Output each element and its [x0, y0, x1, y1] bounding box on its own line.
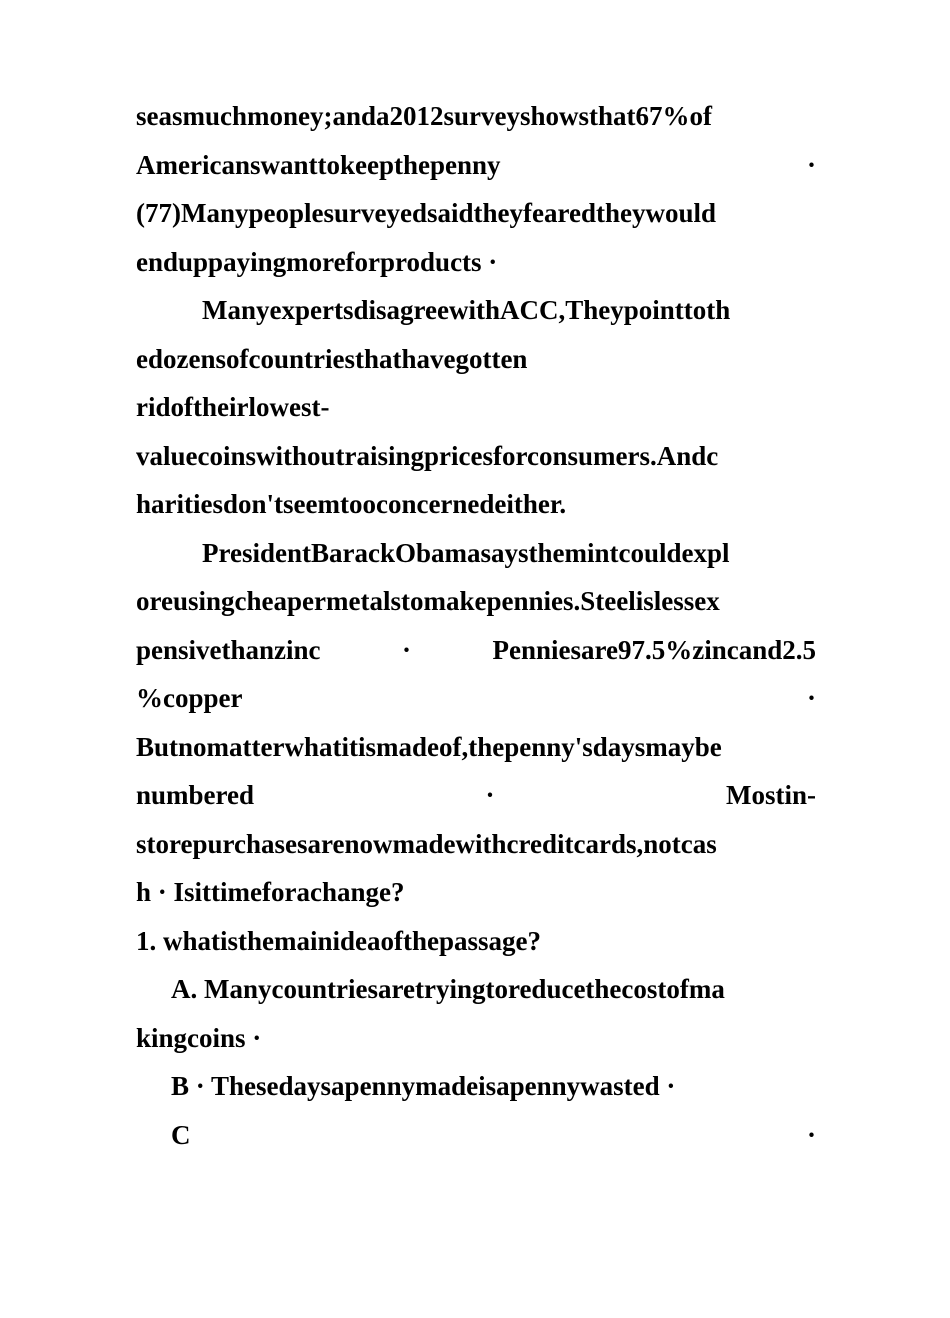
- text-segment: haritiesdon'tseemtooconcernedeither.: [136, 489, 567, 519]
- text-segment: ·: [402, 634, 412, 665]
- option-line: [136, 1111, 816, 1160]
- text-line: [136, 868, 816, 917]
- text-line: [136, 189, 816, 238]
- text-segment: enduppayingmoreforproducts ·: [136, 246, 498, 277]
- text-segment: ridoftheirlowest-: [136, 392, 330, 422]
- text-line: [136, 92, 816, 141]
- text-line: [136, 432, 816, 481]
- text-segment: numbered: [136, 780, 255, 810]
- text-line: [136, 335, 816, 384]
- text-segment: PresidentBarackObamasaysthemintcouldexpl: [202, 537, 730, 568]
- text-segment: ·: [806, 683, 816, 713]
- text-line: [136, 238, 816, 287]
- text-segment: edozensofcountriesthathavegotten: [136, 343, 528, 374]
- text-segment: h · Isittimeforachange?: [136, 877, 405, 907]
- text-line: [136, 723, 816, 772]
- text-line: [136, 577, 816, 626]
- text-segment: Mostin-: [725, 780, 816, 810]
- text-line: [136, 529, 816, 578]
- text-line: [136, 286, 816, 335]
- text-segment: Penniesare97.5%zincand2.5: [492, 634, 816, 665]
- text-segment: ManyexpertsdisagreewithACC,Theypointtoth: [202, 295, 731, 325]
- text-line: [136, 771, 816, 820]
- text-line: [136, 383, 816, 432]
- text-segment: Butnomatterwhatitismadeof,thepenny'sdaysmaybe: [136, 731, 722, 762]
- question-text: 1. whatisthemainideaofthepassage?: [136, 925, 542, 956]
- option-line: [136, 965, 816, 1014]
- text-line: [136, 820, 816, 869]
- passage-text: [136, 92, 816, 1159]
- option-a-text-cont: kingcoins ·: [136, 1022, 262, 1053]
- text-segment: Americanswanttokeepthepenny: [136, 149, 501, 180]
- text-segment: pensivethanzinc: [136, 634, 321, 665]
- question-line: [136, 917, 816, 966]
- text-segment: seasmuchmoney;anda2012surveyshowsthat67%of: [136, 101, 713, 131]
- text-segment: %copper: [136, 683, 243, 713]
- text-segment: ·: [485, 780, 495, 810]
- text-segment: storepurchasesarenowmadewithcreditcards,notcas: [136, 828, 717, 859]
- option-line: [136, 1014, 816, 1063]
- text-line: [136, 480, 816, 529]
- option-line: [136, 1062, 816, 1111]
- text-segment: valuecoinswithoutraisingpricesforconsumers.Andc: [136, 440, 719, 471]
- text-line: [136, 141, 816, 190]
- option-c-label: C: [171, 1119, 191, 1150]
- text-segment: oreusingcheapermetalstomakepennies.Steelislessex: [136, 586, 720, 616]
- text-segment: (77)Manypeoplesurveyedsaidtheyfearedtheywould: [136, 198, 716, 228]
- text-segment: ·: [806, 1119, 816, 1150]
- text-line: [136, 674, 816, 723]
- option-b-text: B · Thesedaysapennymadeisapennywasted ·: [171, 1071, 676, 1101]
- text-segment: ·: [806, 149, 816, 180]
- option-a-text: A. Manycountriesaretryingtoreducethecostofma: [171, 974, 725, 1004]
- text-line: [136, 626, 816, 675]
